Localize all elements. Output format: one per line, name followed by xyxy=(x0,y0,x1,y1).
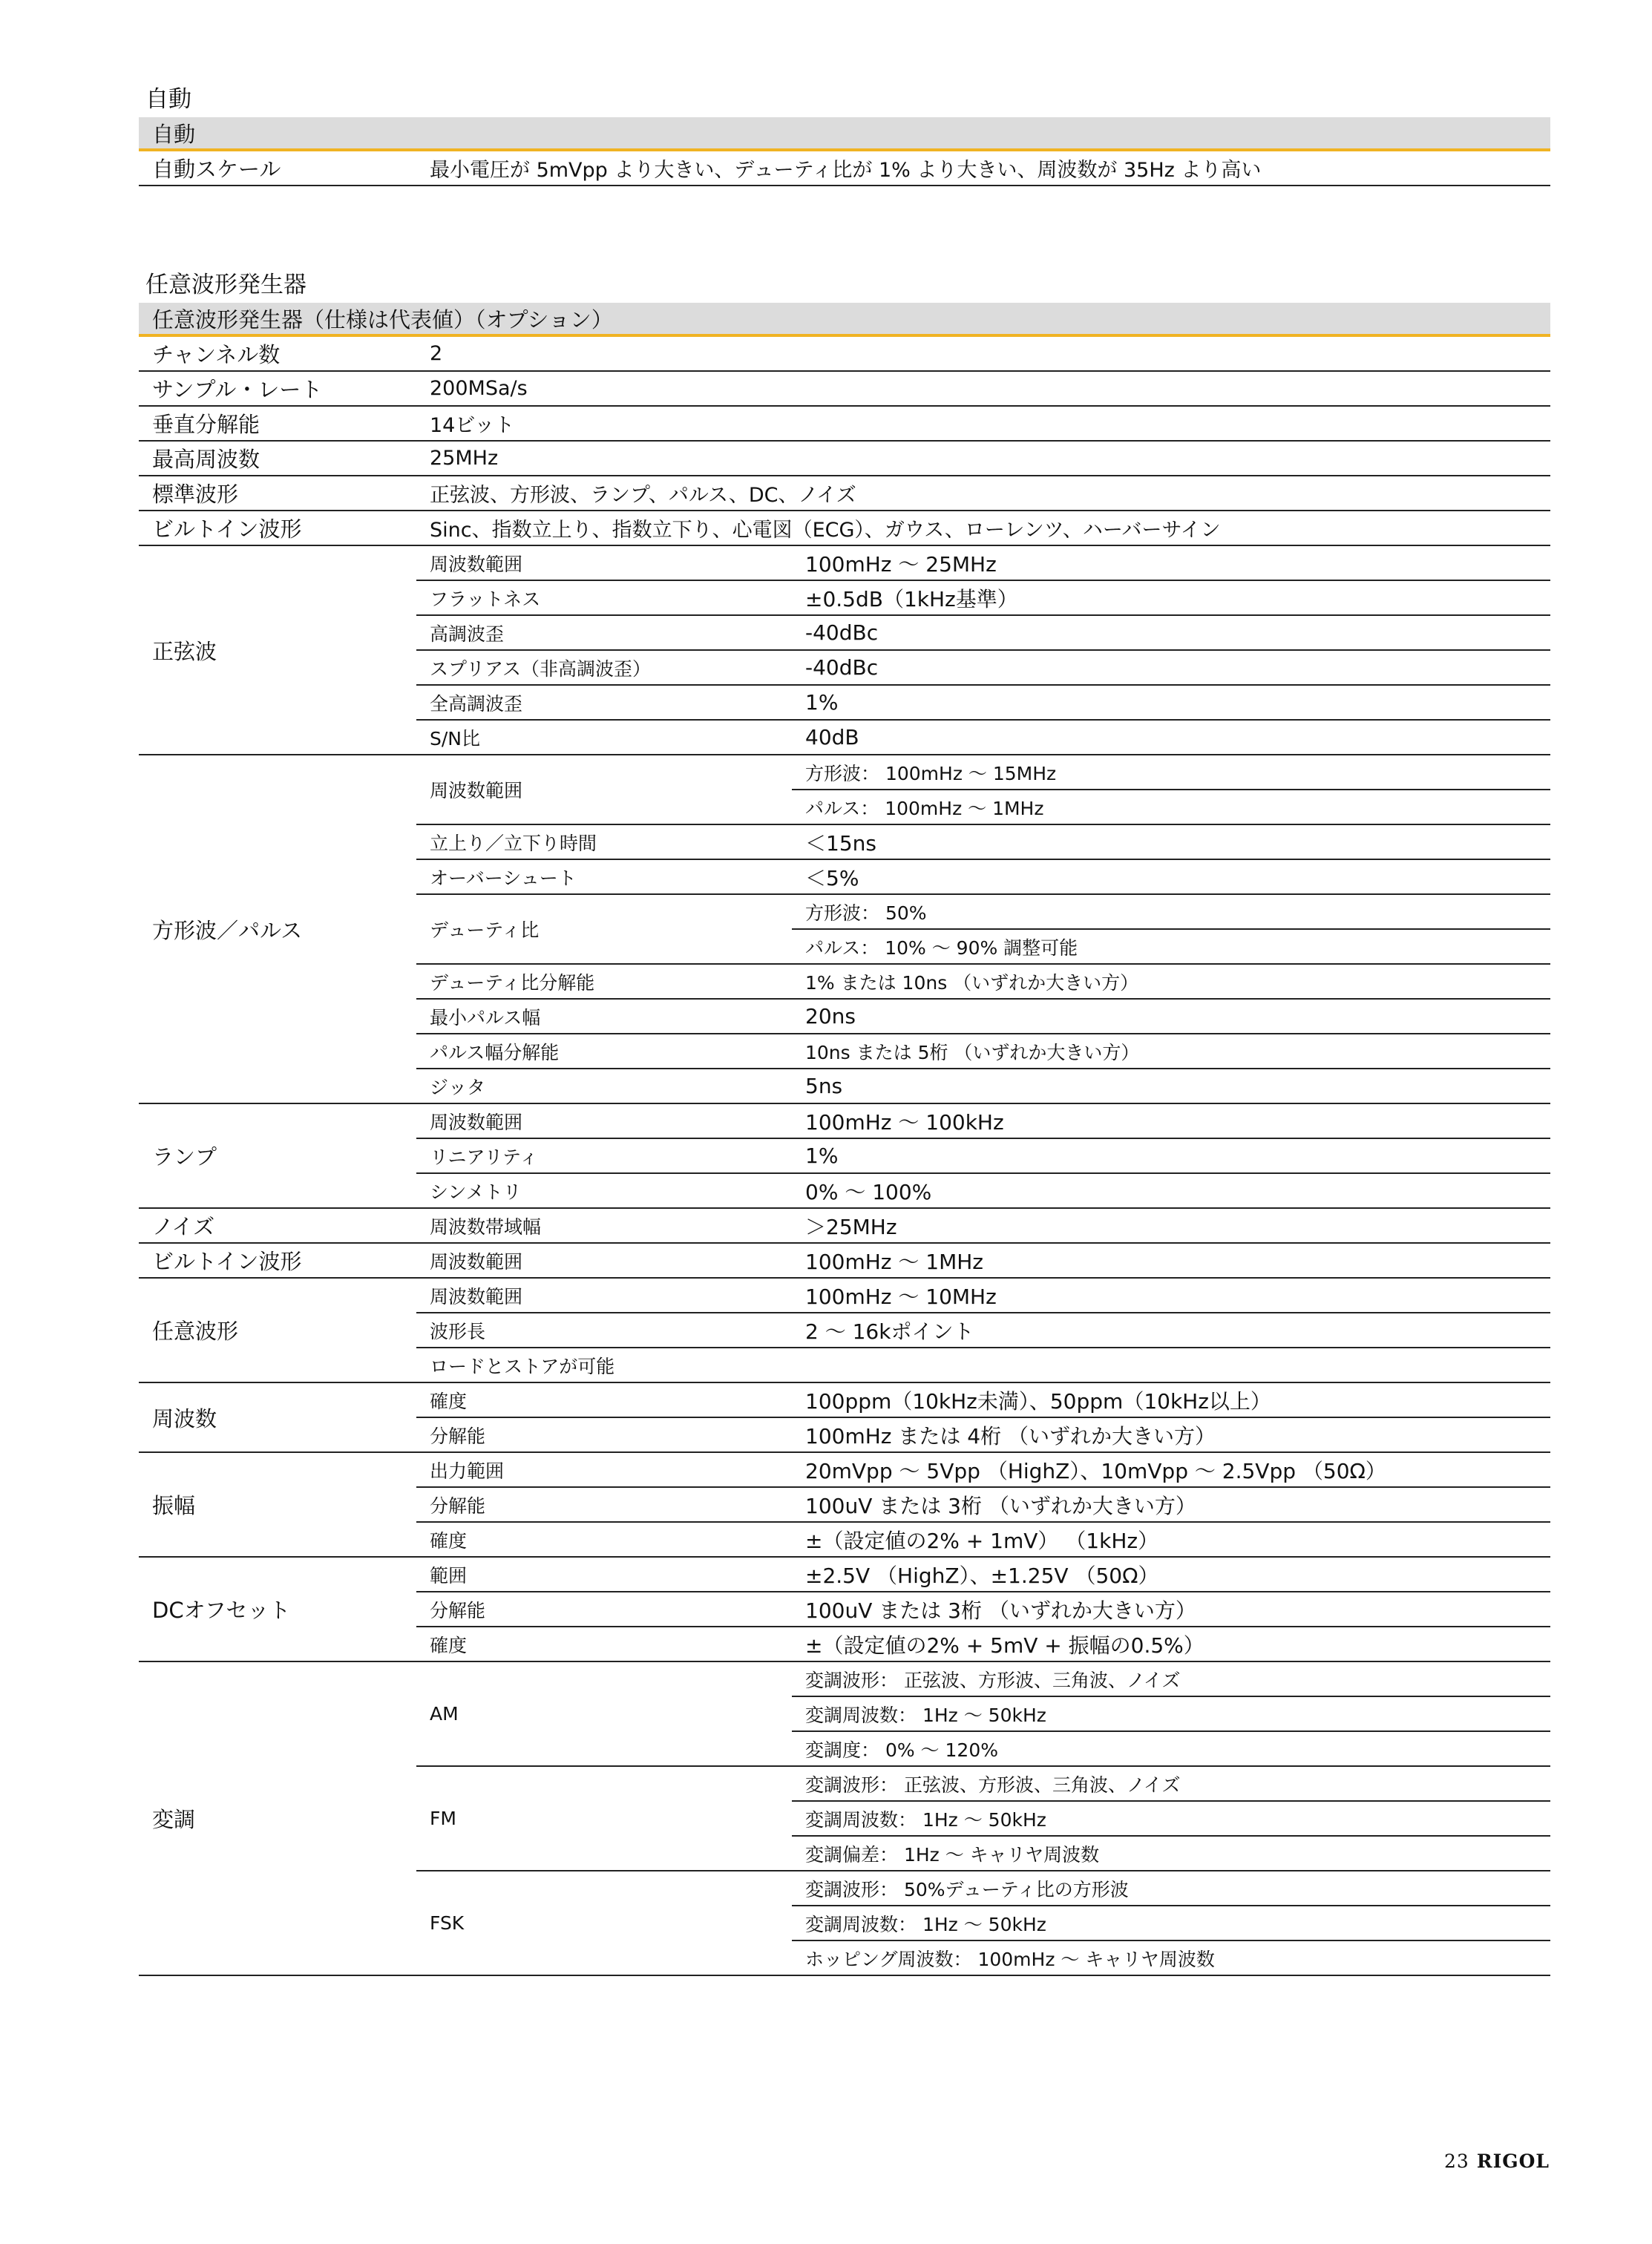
page-footer xyxy=(1444,2150,1550,2172)
awg-spec-table xyxy=(139,303,1550,1976)
group-sine: 正弦波 xyxy=(139,545,416,755)
row-value: 1% xyxy=(792,685,1550,720)
row-label: 確度 xyxy=(416,1382,792,1417)
group-modulation: 変調 xyxy=(139,1661,416,1975)
row-label: ビルトイン波形 xyxy=(139,511,416,545)
section-title-awg: 任意波形発生器 xyxy=(145,272,307,298)
row-value: 200MSa/s xyxy=(416,371,1550,406)
row-value: ＞25MHz xyxy=(792,1208,1550,1243)
row-label: 確度 xyxy=(416,1522,792,1557)
table-row xyxy=(139,335,1550,371)
group-noise: ノイズ xyxy=(139,1208,416,1243)
group-dc-offset: DCオフセット xyxy=(139,1557,416,1661)
row-label: デューティ比 xyxy=(416,894,792,964)
row-label: 最小パルス幅 xyxy=(416,999,792,1034)
row-label: 波形長 xyxy=(416,1313,792,1348)
table-row xyxy=(139,150,1550,186)
table-row xyxy=(139,1452,1550,1487)
row-value: 方形波： 50% xyxy=(792,894,1550,929)
table-row xyxy=(139,1103,1550,1138)
table-row xyxy=(139,1382,1550,1417)
row-label: 周波数範囲 xyxy=(416,755,792,824)
row-value: 5ns xyxy=(792,1069,1550,1103)
table-header: 自動 xyxy=(139,117,1550,150)
table-row xyxy=(139,1243,1550,1278)
group-frequency: 周波数 xyxy=(139,1382,416,1452)
row-value: Sinc、指数立上り、指数立下り、心電図（ECG）、ガウス、ローレンツ、ハーバーサイン xyxy=(416,511,1550,545)
table-header: 任意波形発生器（仕様は代表値）（オプション） xyxy=(139,303,1550,335)
row-value: 100mHz ～ 10MHz xyxy=(792,1278,1550,1313)
row-label: 確度 xyxy=(416,1627,792,1661)
group-square: 方形波／パルス xyxy=(139,755,416,1103)
group-amplitude: 振幅 xyxy=(139,1452,416,1557)
row-value: 20ns xyxy=(792,999,1550,1034)
row-label: パルス幅分解能 xyxy=(416,1034,792,1069)
row-label: 最高周波数 xyxy=(139,441,416,476)
group-builtin: ビルトイン波形 xyxy=(139,1243,416,1278)
row-value: 100mHz ～ 1MHz xyxy=(792,1243,1550,1278)
table-row xyxy=(139,545,1550,580)
row-value: ±（設定値の2% + 1mV） （1kHz） xyxy=(792,1522,1550,1557)
row-label: 周波数範囲 xyxy=(416,1103,792,1138)
row-label: フラットネス xyxy=(416,580,792,615)
row-label: 立上り／立下り時間 xyxy=(416,824,792,859)
row-value: -40dBc xyxy=(792,615,1550,650)
row-value: 変調波形： 50%デューティ比の方形波 xyxy=(792,1871,1550,1906)
mod-am-label: AM xyxy=(416,1661,792,1766)
row-label: 高調波歪 xyxy=(416,615,792,650)
mod-fsk-label: FSK xyxy=(416,1871,792,1975)
row-label: 分解能 xyxy=(416,1417,792,1452)
row-label: スプリアス（非高調波歪） xyxy=(416,650,792,685)
row-value: 変調波形： 正弦波、方形波、三角波、ノイズ xyxy=(792,1766,1550,1801)
row-value: ±2.5V （HighZ）、±1.25V （50Ω） xyxy=(792,1557,1550,1592)
group-ramp: ランプ xyxy=(139,1103,416,1208)
row-value: 0% ～ 100% xyxy=(792,1173,1550,1208)
row-value: ＜5% xyxy=(792,859,1550,894)
row-label: 周波数範囲 xyxy=(416,1278,792,1313)
row-label: シンメトリ xyxy=(416,1173,792,1208)
auto-spec-table xyxy=(139,117,1550,186)
row-value: 40dB xyxy=(792,720,1550,755)
mod-fm-label: FM xyxy=(416,1766,792,1871)
row-label: 垂直分解能 xyxy=(139,406,416,441)
table-row xyxy=(139,1661,1550,1696)
row-value: 変調周波数： 1Hz ～ 50kHz xyxy=(792,1801,1550,1836)
row-label: 標準波形 xyxy=(139,476,416,511)
table-row xyxy=(139,755,1550,790)
group-arb: 任意波形 xyxy=(139,1278,416,1382)
section-title-auto: 自動 xyxy=(145,86,191,113)
row-value: ＜15ns xyxy=(792,824,1550,859)
row-label: 周波数範囲 xyxy=(416,1243,792,1278)
row-label: 周波数範囲 xyxy=(416,545,792,580)
row-value: 25MHz xyxy=(416,441,1550,476)
row-label: 出力範囲 xyxy=(416,1452,792,1487)
row-label: チャンネル数 xyxy=(139,335,416,371)
row-value: 14ビット xyxy=(416,406,1550,441)
row-value: ホッピング周波数： 100mHz ～ キャリヤ周波数 xyxy=(792,1940,1550,1975)
row-value: 100mHz または 4桁 （いずれか大きい方） xyxy=(792,1417,1550,1452)
row-label: サンプル・レート xyxy=(139,371,416,406)
row-label: 自動スケール xyxy=(139,150,416,186)
table-row xyxy=(139,476,1550,511)
row-label: 全高調波歪 xyxy=(416,685,792,720)
row-value: 10ns または 5桁 （いずれか大きい方） xyxy=(792,1034,1550,1069)
table-row xyxy=(139,371,1550,406)
row-label: オーバーシュート xyxy=(416,859,792,894)
row-value: 変調波形： 正弦波、方形波、三角波、ノイズ xyxy=(792,1661,1550,1696)
row-value: -40dBc xyxy=(792,650,1550,685)
row-value: パルス： 10% ～ 90% 調整可能 xyxy=(792,929,1550,964)
row-note: ロードとストアが可能 xyxy=(416,1348,1550,1382)
table-row xyxy=(139,441,1550,476)
table-row xyxy=(139,1557,1550,1592)
row-label: ジッタ xyxy=(416,1069,792,1103)
row-value: ±0.5dB（1kHz基準） xyxy=(792,580,1550,615)
row-value: 2 xyxy=(416,335,1550,371)
row-value: 2 ～ 16kポイント xyxy=(792,1313,1550,1348)
row-label: 周波数帯域幅 xyxy=(416,1208,792,1243)
row-label: 分解能 xyxy=(416,1592,792,1627)
table-row xyxy=(139,1278,1550,1313)
table-row xyxy=(139,406,1550,441)
row-value: ±（設定値の2% + 5mV + 振幅の0.5%） xyxy=(792,1627,1550,1661)
row-value: 正弦波、方形波、ランプ、パルス、DC、ノイズ xyxy=(416,476,1550,511)
row-value: 20mVpp ～ 5Vpp （HighZ）、10mVpp ～ 2.5Vpp （50Ω） xyxy=(792,1452,1550,1487)
row-value: 100mHz ～ 25MHz xyxy=(792,545,1550,580)
row-label: 分解能 xyxy=(416,1487,792,1522)
row-label: 範囲 xyxy=(416,1557,792,1592)
row-value: 方形波： 100mHz ～ 15MHz xyxy=(792,755,1550,790)
row-value: 変調周波数： 1Hz ～ 50kHz xyxy=(792,1906,1550,1940)
row-label: S/N比 xyxy=(416,720,792,755)
row-value: 最小電圧が 5mVpp より大きい、デューティ比が 1% より大きい、周波数が 35Hz より高い xyxy=(416,150,1550,186)
page-number: 23 xyxy=(1444,2150,1469,2172)
brand-logo: RIGOL xyxy=(1476,2150,1550,2172)
row-value: 100uV または 3桁 （いずれか大きい方） xyxy=(792,1487,1550,1522)
row-value: 変調周波数： 1Hz ～ 50kHz xyxy=(792,1696,1550,1731)
row-value: 100ppm（10kHz未満）、50ppm（10kHz以上） xyxy=(792,1382,1550,1417)
row-value: 変調偏差： 1Hz ～ キャリヤ周波数 xyxy=(792,1836,1550,1871)
row-value: パルス： 100mHz ～ 1MHz xyxy=(792,790,1550,824)
row-value: 変調度： 0% ～ 120% xyxy=(792,1731,1550,1766)
row-label: リニアリティ xyxy=(416,1138,792,1173)
row-value: 1% または 10ns （いずれか大きい方） xyxy=(792,964,1550,999)
table-row xyxy=(139,511,1550,545)
row-value: 1% xyxy=(792,1138,1550,1173)
table-row xyxy=(139,1208,1550,1243)
row-label: デューティ比分解能 xyxy=(416,964,792,999)
row-value: 100uV または 3桁 （いずれか大きい方） xyxy=(792,1592,1550,1627)
row-value: 100mHz ～ 100kHz xyxy=(792,1103,1550,1138)
